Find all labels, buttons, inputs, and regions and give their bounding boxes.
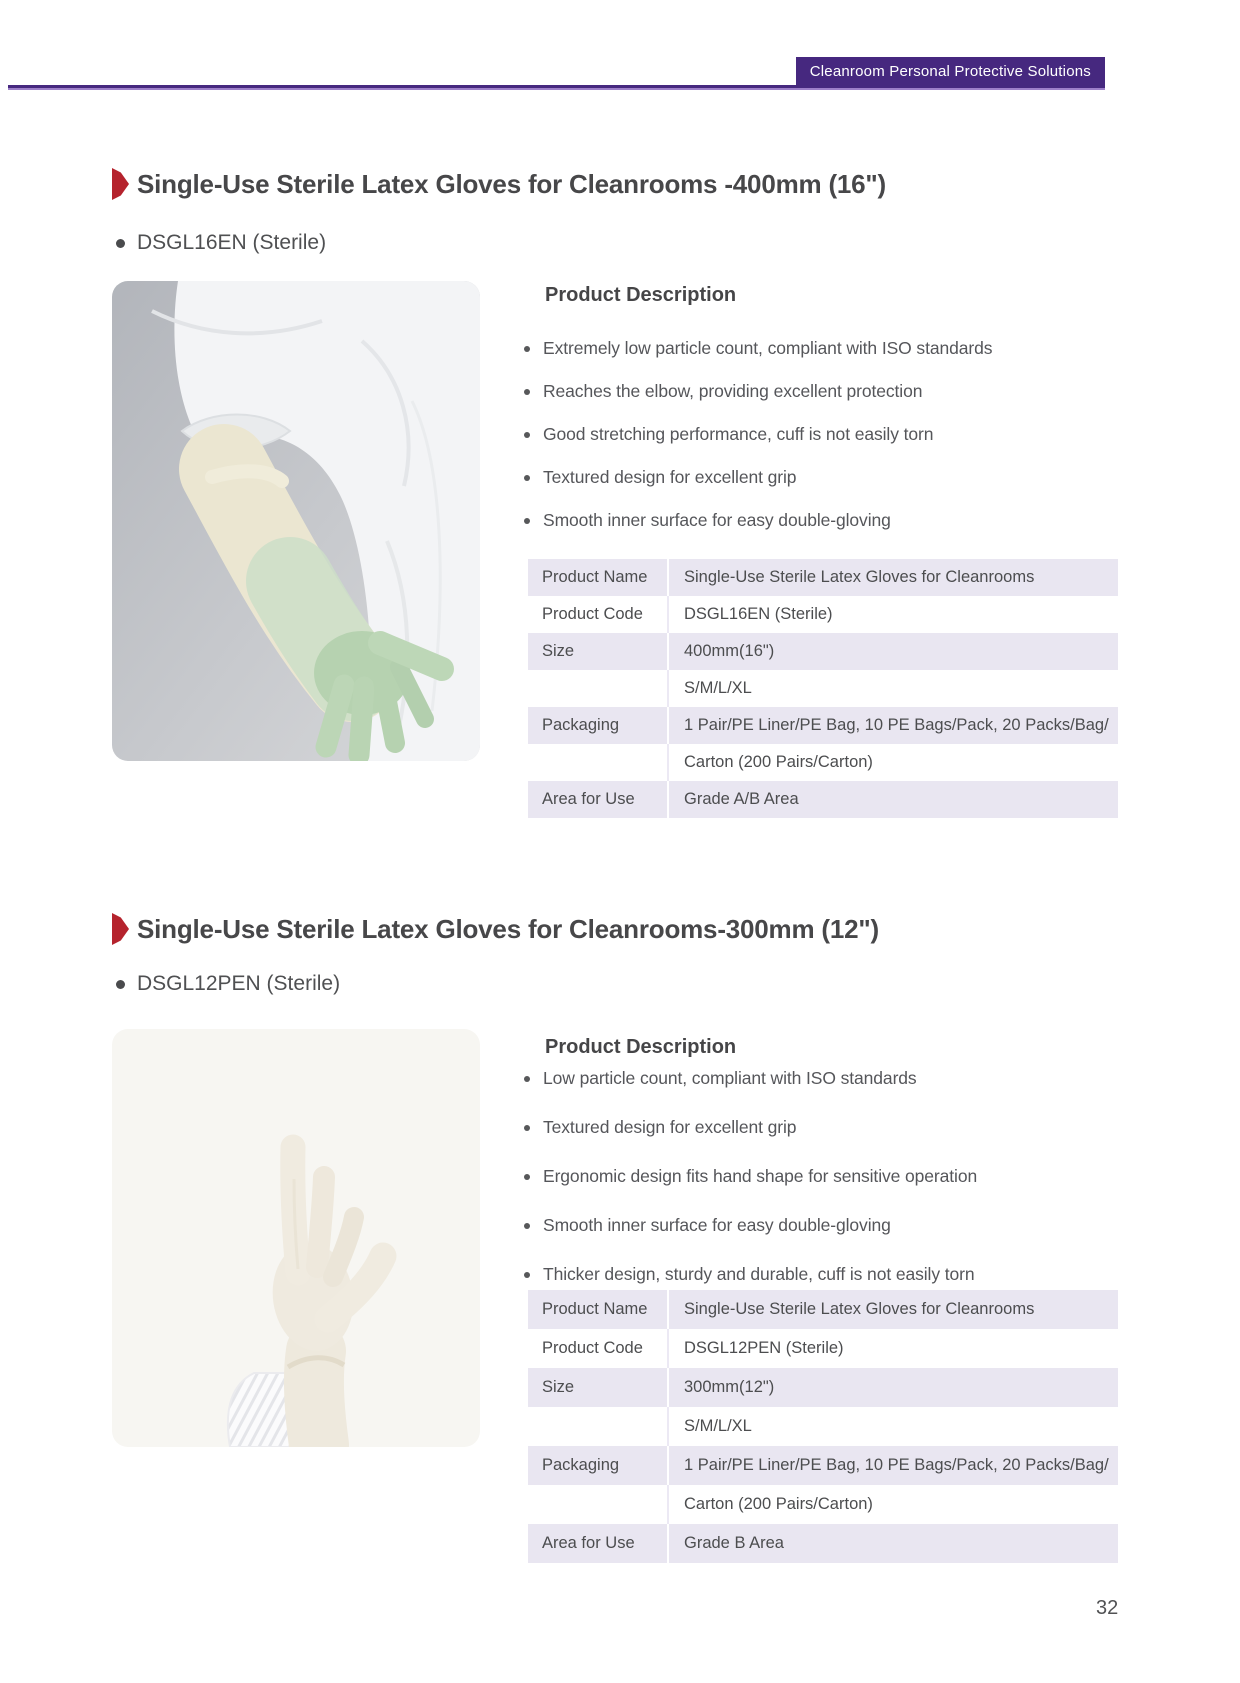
table-row: Product Code DSGL16EN (Sterile) bbox=[528, 596, 1118, 633]
product-photo-glove-300mm bbox=[112, 1029, 480, 1447]
table-row: S/M/L/XL bbox=[528, 1407, 1118, 1446]
table-row: Area for Use Grade B Area bbox=[528, 1524, 1118, 1563]
glove-300mm-illustration bbox=[112, 1029, 480, 1447]
bullet-dot-icon bbox=[524, 1125, 530, 1131]
bullet-dot-icon bbox=[524, 432, 530, 438]
bullet-dot-icon bbox=[524, 1272, 530, 1278]
bullet-dot-icon bbox=[524, 475, 530, 481]
description-heading-400mm: Product Description bbox=[545, 284, 737, 306]
table-row: Packaging 1 Pair/PE Liner/PE Bag, 10 PE Bags/Pack, 20 Packs/Bag/ bbox=[528, 707, 1118, 744]
product-code-text: DSGL16EN (Sterile) bbox=[137, 231, 327, 254]
table-row: Product Code DSGL12PEN (Sterile) bbox=[528, 1329, 1118, 1368]
table-row: Size 300mm(12") bbox=[528, 1368, 1118, 1407]
table-row: Product Name Single-Use Sterile Latex Gloves for Cleanrooms bbox=[528, 1290, 1118, 1329]
table-row: S/M/L/XL bbox=[528, 670, 1118, 707]
product-code-text: DSGL12PEN (Sterile) bbox=[137, 972, 341, 995]
page-number: 32 bbox=[1096, 1597, 1119, 1619]
list-item: Smooth inner surface for easy double-gloving bbox=[524, 1201, 1064, 1250]
description-heading-300mm: Product Description bbox=[545, 1036, 737, 1058]
header-rule bbox=[8, 85, 1105, 88]
list-item: Good stretching performance, cuff is not easily torn bbox=[524, 413, 1064, 456]
description-bullets-400mm bbox=[524, 327, 1064, 542]
list-item: Textured design for excellent grip bbox=[524, 456, 1064, 499]
bullet-dot-icon bbox=[524, 1223, 530, 1229]
header-badge bbox=[796, 57, 1105, 85]
spec-table-300mm bbox=[528, 1290, 1118, 1563]
list-item: Thicker design, sturdy and durable, cuff is not easily torn bbox=[524, 1250, 1064, 1299]
section-title-text: Single-Use Sterile Latex Gloves for Cleanrooms -400mm (16") bbox=[137, 168, 887, 199]
product-code-heading-400mm bbox=[116, 231, 326, 255]
section-marker-icon bbox=[112, 913, 129, 945]
glove-400mm-illustration bbox=[112, 281, 480, 761]
table-row: Area for Use Grade A/B Area bbox=[528, 781, 1118, 818]
product-photo-glove-400mm bbox=[112, 281, 480, 761]
product-code-heading-300mm bbox=[116, 972, 340, 996]
list-item: Ergonomic design fits hand shape for sensitive operation bbox=[524, 1152, 1064, 1201]
table-row: Product Name Single-Use Sterile Latex Gloves for Cleanrooms bbox=[528, 559, 1118, 596]
section-marker-icon bbox=[112, 168, 129, 200]
table-row: Packaging 1 Pair/PE Liner/PE Bag, 10 PE Bags/Pack, 20 Packs/Bag/ bbox=[528, 1446, 1118, 1485]
spec-table-400mm bbox=[528, 559, 1118, 818]
bullet-dot-icon bbox=[524, 1076, 530, 1082]
bullet-dot-icon bbox=[524, 389, 530, 395]
section-title-300mm bbox=[112, 913, 879, 945]
bullet-dot-icon bbox=[524, 518, 530, 524]
list-item: Smooth inner surface for easy double-gloving bbox=[524, 499, 1064, 542]
bullet-dot-icon bbox=[116, 239, 125, 248]
table-row: Carton (200 Pairs/Carton) bbox=[528, 1485, 1118, 1524]
header-badge-label: Cleanroom Personal Protective Solutions bbox=[809, 62, 1091, 80]
list-item: Textured design for excellent grip bbox=[524, 1103, 1064, 1152]
bullet-dot-icon bbox=[116, 980, 125, 989]
bullet-dot-icon bbox=[524, 1174, 530, 1180]
section-title-400mm bbox=[112, 168, 886, 200]
bullet-dot-icon bbox=[524, 346, 530, 352]
list-item: Extremely low particle count, compliant with ISO standards bbox=[524, 327, 1064, 370]
table-row: Carton (200 Pairs/Carton) bbox=[528, 744, 1118, 781]
table-row: Size 400mm(16") bbox=[528, 633, 1118, 670]
list-item: Low particle count, compliant with ISO standards bbox=[524, 1054, 1064, 1103]
section-title-text: Single-Use Sterile Latex Gloves for Cleanrooms-300mm (12") bbox=[137, 913, 879, 944]
description-bullets-300mm bbox=[524, 1054, 1064, 1299]
list-item: Reaches the elbow, providing excellent protection bbox=[524, 370, 1064, 413]
